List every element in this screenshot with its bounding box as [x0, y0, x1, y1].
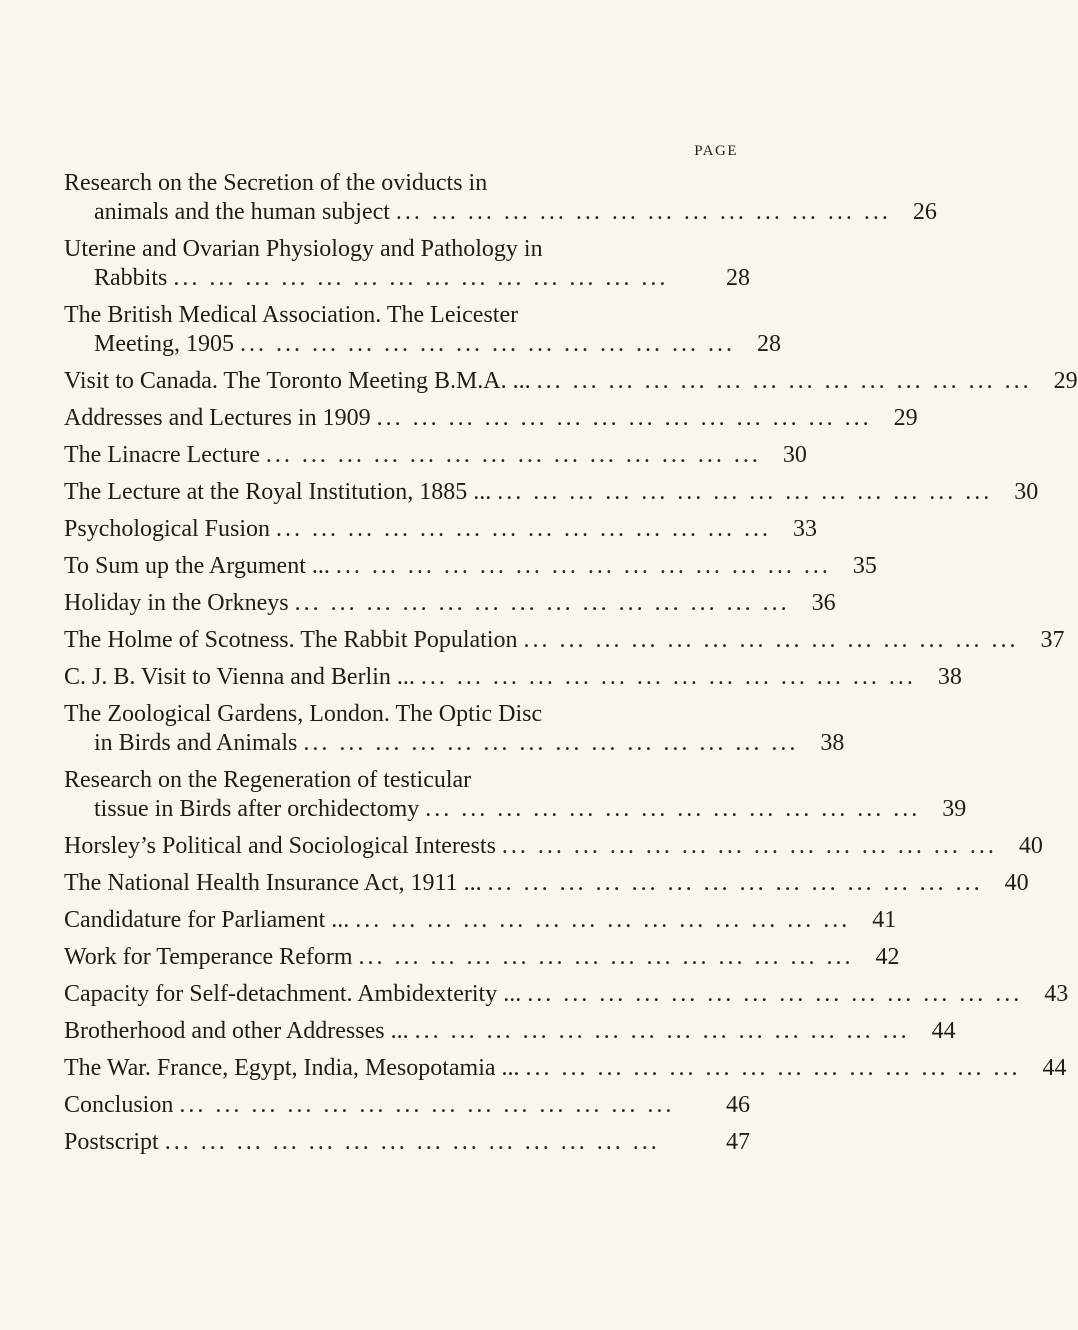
- dot-leader: ... ... ... ... ... ... ... ... ... ... ... ... ... ...: [179, 1092, 675, 1118]
- toc-entry-page-number: 35: [852, 553, 877, 579]
- dot-leader: ... ... ... ... ... ... ... ... ... ... ... ... ... ...: [376, 405, 872, 431]
- dot-leader: ... ... ... ... ... ... ... ... ... ... ... ... ... ...: [527, 981, 1023, 1007]
- toc-entry: [64, 367, 1078, 396]
- dot-leader: ... ... ... ... ... ... ... ... ... ... ... ... ... ...: [420, 664, 916, 690]
- toc-entry: [64, 404, 918, 433]
- toc-entry-title-line: Uterine and Ovarian Physiology and Pathology in: [64, 236, 543, 262]
- toc-entry-title-line: Conclusion: [64, 1092, 174, 1118]
- toc-entry: [64, 1128, 750, 1157]
- toc-entry: [64, 552, 877, 581]
- toc-entry-title-line: Research on the Secretion of the oviducts in: [64, 170, 488, 196]
- dot-leader: ... ... ... ... ... ... ... ... ... ... ... ... ... ...: [173, 265, 669, 291]
- toc-entry-title-line: The Zoological Gardens, London. The Optic Disc: [64, 701, 543, 727]
- dot-leader: ... ... ... ... ... ... ... ... ... ... ... ... ... ...: [395, 199, 891, 225]
- toc-entry-page-number: 40: [1004, 870, 1029, 896]
- dot-leader: ... ... ... ... ... ... ... ... ... ... ... ... ... ...: [501, 833, 997, 859]
- toc-entry: [64, 441, 807, 470]
- page-column-header: PAGE: [694, 143, 738, 159]
- dot-leader: ... ... ... ... ... ... ... ... ... ... ... ... ... ...: [536, 368, 1032, 394]
- toc-entry-page-number: 39: [942, 796, 967, 822]
- toc-entry-page-number: 36: [811, 590, 836, 616]
- toc-entry-page-number: 44: [931, 1018, 956, 1044]
- toc-entry-title-line: in Birds and Animals: [94, 730, 298, 756]
- toc-entry: [64, 478, 1039, 507]
- dot-leader: ... ... ... ... ... ... ... ... ... ... ... ... ... ...: [303, 730, 799, 756]
- toc-entry-page-number: 28: [756, 331, 781, 357]
- toc-entry-title-line: The Lecture at the Royal Institution, 1885 ...: [64, 479, 492, 505]
- toc-entry-title-line: Rabbits: [94, 265, 168, 291]
- toc-entry-page-number: 29: [893, 405, 918, 431]
- toc-entry-page-number: 42: [875, 944, 900, 970]
- toc-entry: [64, 869, 1029, 898]
- toc-entry: [64, 169, 937, 227]
- dot-leader: ... ... ... ... ... ... ... ... ... ... ... ... ... ...: [425, 796, 921, 822]
- toc-entry-title-line: The Holme of Scotness. The Rabbit Population: [64, 627, 518, 653]
- toc-entry: [64, 1017, 956, 1046]
- toc-entry: [64, 980, 1069, 1009]
- toc-entry: [64, 906, 897, 935]
- dot-leader: ... ... ... ... ... ... ... ... ... ... ... ... ... ...: [497, 479, 993, 505]
- toc-entry: [64, 515, 818, 544]
- toc-entry-title-line: Horsley’s Political and Sociological Interests: [64, 833, 496, 859]
- dot-leader: ... ... ... ... ... ... ... ... ... ... ... ... ... ...: [525, 1055, 1021, 1081]
- toc-entry-title-line: Visit to Canada. The Toronto Meeting B.M.A. ...: [64, 368, 531, 394]
- toc-entry: [64, 663, 962, 692]
- toc-entry-page-number: 40: [1018, 833, 1043, 859]
- toc-entry-title-line: The War. France, Egypt, India, Mesopotamia ...: [64, 1055, 520, 1081]
- toc-entry-page-number: 30: [1014, 479, 1039, 505]
- toc-entry-title-line: Postscript: [64, 1129, 159, 1155]
- dot-leader: ... ... ... ... ... ... ... ... ... ... ... ... ... ...: [294, 590, 790, 616]
- dot-leader: ... ... ... ... ... ... ... ... ... ... ... ... ... ...: [276, 516, 772, 542]
- toc-entry: [64, 589, 836, 618]
- toc-entry-title-line: To Sum up the Argument ...: [64, 553, 330, 579]
- toc-entry: [64, 832, 1043, 861]
- table-of-contents: [64, 169, 1078, 1165]
- toc-entry-title-line: The National Health Insurance Act, 1911 ...: [64, 870, 482, 896]
- toc-entry-title-line: Candidature for Parliament ...: [64, 907, 350, 933]
- dot-leader: ... ... ... ... ... ... ... ... ... ... ... ... ... ...: [487, 870, 983, 896]
- toc-entry: [64, 626, 1065, 655]
- toc-entry: [64, 766, 967, 824]
- toc-entry-page-number: 26: [912, 199, 937, 225]
- toc-entry-title-line: Capacity for Self-detachment. Ambidexterity ...: [64, 981, 522, 1007]
- toc-entry-title-line: Work for Temperance Reform: [64, 944, 353, 970]
- dot-leader: ... ... ... ... ... ... ... ... ... ... ... ... ... ...: [164, 1129, 660, 1155]
- toc-entry: [64, 943, 900, 972]
- toc-entry-page-number: 37: [1040, 627, 1065, 653]
- dot-leader: ... ... ... ... ... ... ... ... ... ... ... ... ... ...: [358, 944, 854, 970]
- toc-entry-page-number: 41: [872, 907, 897, 933]
- toc-entry-title-line: tissue in Birds after orchidectomy: [94, 796, 420, 822]
- toc-entry-page-number: 43: [1044, 981, 1069, 1007]
- toc-entry-page-number: 46: [726, 1092, 750, 1118]
- toc-entry-title-line: Research on the Regeneration of testicular: [64, 767, 472, 793]
- dot-leader: ... ... ... ... ... ... ... ... ... ... ... ... ... ...: [265, 442, 761, 468]
- toc-entry-title-line: Addresses and Lectures in 1909: [64, 405, 371, 431]
- toc-entry-page-number: 44: [1042, 1055, 1067, 1081]
- toc-entry-page-number: 28: [726, 265, 750, 291]
- toc-entry-title-line: Psychological Fusion: [64, 516, 271, 542]
- toc-entry-title-line: Meeting, 1905: [94, 331, 234, 357]
- dot-leader: ... ... ... ... ... ... ... ... ... ... ... ... ... ...: [414, 1018, 910, 1044]
- toc-entry: [64, 1054, 1067, 1083]
- toc-entry-page-number: 38: [937, 664, 962, 690]
- toc-entry-title-line: Holiday in the Orkneys: [64, 590, 289, 616]
- dot-leader: ... ... ... ... ... ... ... ... ... ... ... ... ... ...: [355, 907, 851, 933]
- toc-entry-page-number: 33: [793, 516, 818, 542]
- toc-entry: [64, 1091, 750, 1120]
- toc-entry-page-number: 29: [1053, 368, 1078, 394]
- toc-entry-title-line: C. J. B. Visit to Vienna and Berlin ...: [64, 664, 415, 690]
- dot-leader: ... ... ... ... ... ... ... ... ... ... ... ... ... ...: [239, 331, 735, 357]
- toc-entry-title-line: Brotherhood and other Addresses ...: [64, 1018, 409, 1044]
- toc-entry: [64, 700, 845, 758]
- document-page: [64, 0, 1078, 1330]
- toc-entry: [64, 235, 750, 293]
- toc-entry-page-number: 30: [782, 442, 807, 468]
- toc-entry-page-number: 38: [820, 730, 845, 756]
- toc-entry-title-line: The Linacre Lecture: [64, 442, 260, 468]
- toc-entry: [64, 301, 781, 359]
- dot-leader: ... ... ... ... ... ... ... ... ... ... ... ... ... ...: [523, 627, 1019, 653]
- dot-leader: ... ... ... ... ... ... ... ... ... ... ... ... ... ...: [335, 553, 831, 579]
- toc-entry-title-line: animals and the human subject: [94, 199, 390, 225]
- toc-entry-page-number: 47: [726, 1129, 750, 1155]
- toc-entry-title-line: The British Medical Association. The Leicester: [64, 302, 519, 328]
